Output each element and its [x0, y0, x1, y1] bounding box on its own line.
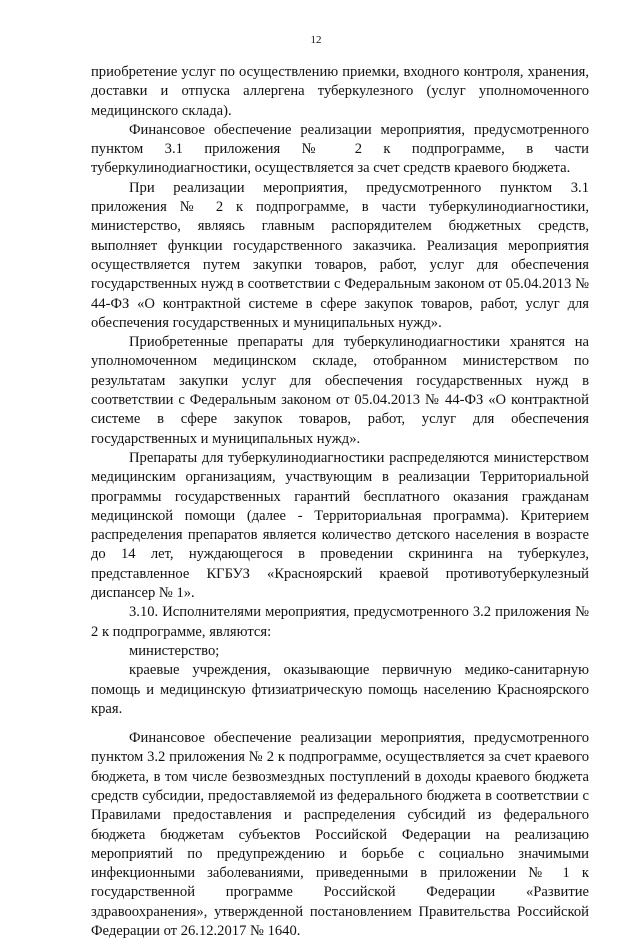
paragraph-financing-3-1: Финансовое обеспечение реализации мероприятия, предусмотренного пунктом 3.1 приложения № 2 к подпрограмме, в части туберкулинодиагностики, осуществляется за счет средств краевого бюджета. — [91, 121, 589, 177]
paragraph-continuation: приобретение услуг по осуществлению приемки, входного контроля, хранения, доставки и отпуска аллергена туберкулезного (услуг уполномоченного медицинского склада). — [91, 64, 589, 119]
paragraph-section-3-10: 3.10. Исполнителями мероприятия, предусмотренного 3.2 приложения № 2 к подпрограмме, являются: — [91, 604, 589, 640]
paragraph-financing-3-2: Финансовое обеспечение реализации мероприятия, предусмотренного пунктом 3.2 приложения № 2 к подпрограмме, осуществляется за счет краевого бюджета, в том числе безвозмездных поступлений в доходы краевого бюджета средств субсидии, предоставляемой из федерального бюджета в соответствии с Правилами предоставления и распределения субсидий из федерального бюджета бюджетам субъектов Российской Федерации на реализацию мероприятий по предупреждению и борьбе с социально значимыми инфекционными заболеваниями, приведенными в приложении № 1 к государственной программе Российской Федерации «Развитие здравоохранения», утвержденной постановлением Правительства Российской Федерации от 26.12.2017 № 1640. — [91, 730, 589, 940]
page-number: 12 — [310, 34, 322, 46]
paragraph-ministry: министерство; — [129, 642, 220, 659]
paragraph-implementation-3-1: При реализации мероприятия, предусмотренного пунктом 3.1 приложения № 2 к подпрограмме, в части туберкулинодиагностики, министерство, являясь главным распорядителем бюджетных средств, выполняет функции государственного заказчика. Реализация мероприятия осуществляется путем закупки товаров, работ, услуг для обеспечения государственных нужд в соответствии с Федеральным законом от 05.04.2013 № 44-ФЗ «О контрактной системе в сфере закупок товаров, работ, услуг для обеспечения государственных и муниципальных нужд». — [91, 179, 589, 331]
paragraph-storage: Приобретенные препараты для туберкулинодиагностики хранятся на уполномоченном медицинском складе, отобранном министерством по результатам закупки услуг для обеспечения государственных нужд в соответствии с Федеральным законом от 05.04.2013 № 44-ФЗ «О контрактной системе в сфере закупок товаров, работ, услуг для обеспечения государственных и муниципальных нужд». — [91, 334, 589, 447]
paragraph-regional-institutions: краевые учреждения, оказывающие первичную медико-санитарную помощь и медицинскую фтизиатрическую помощь населению Красноярского края. — [91, 662, 589, 717]
paragraph-gap — [91, 719, 589, 729]
document-body — [91, 63, 589, 941]
paragraph-distribution: Препараты для туберкулинодиагностики распределяются министерством медицинским организациям, участвующим в реализации Территориальной программы государственных гарантий бесплатного оказания гражданам медицинской помощи (далее - Территориальная программа). Критерием распределения препаратов является количество детского населения в возрасте до 14 лет, нуждающегося в проведении скрининга на туберкулез, представленное КГБУЗ «Красноярский краевой противотуберкулезный диспансер № 1». — [91, 449, 589, 602]
